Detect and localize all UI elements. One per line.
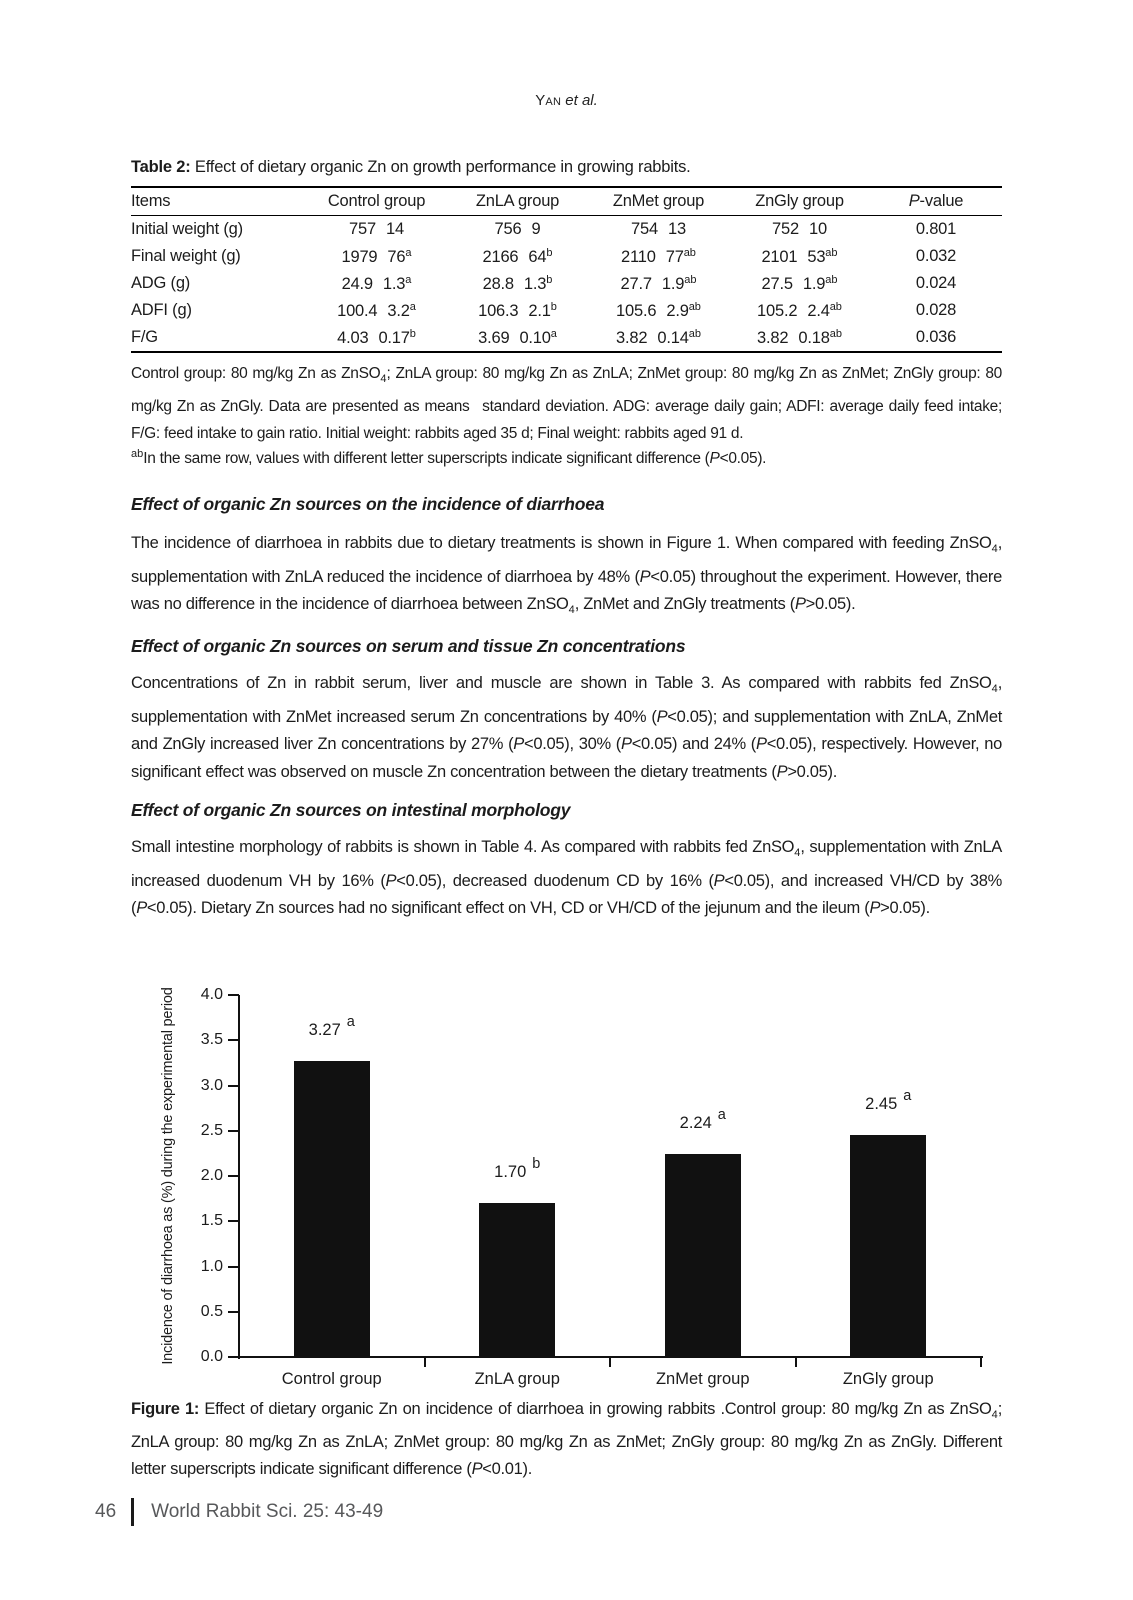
y-tick [228, 1356, 239, 1358]
y-tick [228, 1039, 239, 1041]
y-tick [228, 1220, 239, 1222]
bar-value-label: 1.70 b [494, 1156, 541, 1182]
table-pvalue-cell: 0.036 [915, 328, 957, 346]
y-tick-label: 3.5 [200, 1031, 223, 1049]
y-tick-label: 2.0 [200, 1167, 223, 1184]
table2-caption [131, 158, 1002, 177]
running-head-etal: et al. [565, 92, 598, 109]
y-tick [228, 994, 239, 996]
x-tick [980, 1357, 982, 1367]
section-heading-intestinal: Effect of organic Zn sources on intestinal morphology [131, 800, 571, 820]
table2-footnote: Control group: 80 mg/kg Zn as ZnSO$_4$; ZnLA group: 80 mg/kg Zn as ZnLA; ZnMet group: 80 mg/kg Zn as ZnMet; ZnGly group: 80 mg/kg Zn as ZnGly. Data are presented as means standard deviation. ADG: average daily gain; ADFI: average daily feed intake; F/G: feed intake to gain ratio. Initial weight: rabbits aged 35 d; Final weight: rabbits aged 91 d. [131, 365, 1002, 442]
section-body-intestinal: Small intestine morphology of rabbits is shown in Table 4. As compared with rabbits fed ZnSO$_4$, supplementation with ZnLA increased duodenum VH by 16% (P<0.05), decreased duodenum CD by 16% (P<0.05), and increased VH/CD by 38% (P<0.05). Dietary Zn sources had no significant effect on VH, CD or VH/CD of the jejunum and the ileum (P>0.05). [131, 838, 1002, 917]
table2-header [131, 188, 1002, 216]
bar-znmet-group [665, 1154, 741, 1357]
table-value-cell: 27.5 1.9$^{ab}$ [761, 273, 838, 293]
table-value-cell: 752 10 [772, 220, 827, 238]
section-heading-diarrhoea: Effect of organic Zn sources on the incidence of diarrhoea [131, 494, 605, 514]
significance-letter: a [717, 1107, 726, 1124]
table-pvalue-cell: 0.024 [915, 274, 957, 292]
running-head-author: Yan [535, 92, 562, 109]
table-item-cell: Final weight (g) [131, 247, 241, 265]
y-tick [228, 1085, 239, 1087]
bar-value-label: 3.27 a [308, 1014, 355, 1040]
y-tick-label: 1.0 [200, 1257, 223, 1275]
table-value-cell: 2110 $77^{ab}$ [621, 246, 696, 266]
table-header-cell: Items [131, 192, 171, 210]
table2-caption-text: Effect of dietary organic Zn on growth performance in growing rabbits. [190, 158, 691, 176]
x-axis-label: Control group [281, 1370, 382, 1388]
y-tick-label: 3.0 [200, 1076, 223, 1094]
section-body-diarrhoea: The incidence of diarrhoea in rabbits due to dietary treatments is shown in Figure 1. When compared with feeding ZnSO$_4$, supplementation with ZnLA reduced the incidence of diarrhoea by 48% (P<0.05) throughout the experiment. However, there was no difference in the incidence of diarrhoea between ZnSO$_4$, ZnMet and ZnGly treatments (P>0.05). [131, 534, 1002, 616]
section-heading-serum-tissue: Effect of organic Zn sources on serum and tissue Zn concentrations [131, 636, 686, 656]
table-pvalue-cell: 0.028 [915, 301, 957, 319]
table-value-cell: 2166 64$^b$ [482, 246, 553, 266]
table-header-row [131, 188, 1002, 216]
table-value-cell: 757 14 [349, 220, 404, 238]
x-tick [609, 1357, 611, 1367]
table-item-cell: F/G [131, 328, 158, 346]
table-value-cell: 106.3 2.1$^b$ [478, 300, 557, 320]
bar-znla-group [479, 1203, 555, 1357]
table-row [131, 216, 1002, 243]
y-tick-label: 4.0 [200, 986, 223, 1003]
footer-divider [131, 1498, 134, 1526]
table-value-cell: 2101 $53^{ab}$ [761, 246, 838, 266]
table-value-cell: 3.82 0.14$^{ab}$ [616, 327, 701, 347]
table-value-cell: 24.9 1.3$^a$ [341, 273, 412, 293]
bar-control-group [294, 1061, 370, 1357]
running-head [131, 92, 1002, 109]
significance-letter: b [532, 1156, 541, 1173]
table-pvalue-cell: 0.032 [915, 247, 957, 265]
y-axis-title: Incidence of diarrhoea as (%) during the experimental period [160, 987, 176, 1365]
table-value-cell: 756 9 [494, 220, 541, 238]
table-header-cell: ZnGly group [755, 192, 844, 210]
table-item-cell: ADFI (g) [131, 301, 192, 319]
page-footer [95, 1498, 795, 1526]
y-tick-label: 2.5 [200, 1121, 223, 1139]
table-value-cell: 1979 76$^a$ [341, 246, 412, 266]
x-axis-label: ZnGly group [842, 1370, 934, 1388]
table-header-cell: ZnMet group [612, 192, 705, 210]
section-body-serum-tissue: Concentrations of Zn in rabbit serum, liver and muscle are shown in Table 3. As compared with rabbits fed ZnSO$_4$, supplementation with ZnMet increased serum Zn concentrations by 40% (P<0.05); and supplementation with ZnLA, ZnMet and ZnGly increased liver Zn concentrations by 27% (P<0.05), 30% (P<0.05) and 24% (P<0.05), respectively. However, no significant effect was observed on muscle Zn concentration between the dietary treatments (P>0.05). [131, 674, 1002, 781]
significance-letter: a [903, 1088, 912, 1105]
table-value-cell: 3.82 0.18$^{ab}$ [757, 327, 842, 347]
table2 [131, 186, 1002, 353]
bar-value-label: 2.24 a [679, 1107, 726, 1133]
x-tick [424, 1357, 426, 1367]
table-item-cell: ADG (g) [131, 274, 191, 292]
table-value-cell: 105.2 2.4$^{ab}$ [757, 300, 842, 320]
x-tick [795, 1357, 797, 1367]
table-value-cell: 27.7 1.9$^{ab}$ [620, 273, 697, 293]
figure1-bar-chart [131, 960, 1031, 1400]
table2-caption-label: Table 2: [131, 158, 191, 176]
table2-body [131, 216, 1002, 351]
y-tick-label: 0.0 [200, 1348, 223, 1365]
journal-reference: World Rabbit Sci. 25: 43-49 [151, 1501, 384, 1522]
table-row [131, 270, 1002, 297]
table-value-cell: 100.4 3.2$^a$ [337, 300, 416, 320]
table-value-cell: 4.03 0.17$^b$ [337, 327, 416, 347]
y-tick [228, 1311, 239, 1313]
table2-footnote-superscripts: $^{ab}$In the same row, values with different letter superscripts indicate significant difference (P<0.05). [131, 448, 767, 467]
table-header-cell: ZnLA group [475, 192, 560, 210]
y-tick [228, 1130, 239, 1132]
x-axis-label: ZnMet group [655, 1370, 750, 1388]
table-value-cell: 754 13 [631, 220, 686, 238]
table-row [131, 243, 1002, 270]
figure1-caption: Figure 1: Effect of dietary organic Zn on incidence of diarrhoea in growing rabbits .Control group: 80 mg/kg Zn as ZnSO$_4$; ZnLA group: 80 mg/kg Zn as ZnLA; ZnMet group: 80 mg/kg Zn as ZnMet; ZnGly group: 80 mg/kg Zn as ZnGly. Different letter superscripts indicate significant difference (P<0.01). [131, 1400, 1002, 1478]
x-axis-label: ZnLA group [474, 1370, 560, 1388]
table-value-cell: 3.69 0.10$^a$ [478, 327, 557, 347]
y-tick [228, 1266, 239, 1268]
bar-value-label: 2.45 a [865, 1088, 912, 1114]
bar-zngly-group [850, 1135, 926, 1357]
y-tick-label: 0.5 [200, 1302, 223, 1320]
y-axis [238, 995, 240, 1359]
page-number: 46 [95, 1501, 117, 1522]
significance-letter: a [346, 1014, 355, 1031]
table-value-cell: 28.8 1.3$^b$ [482, 273, 553, 293]
table-header-cell: Control group [327, 192, 426, 210]
table-header-cell: P-value [908, 192, 964, 210]
table-row [131, 297, 1002, 324]
table-pvalue-cell: 0.801 [915, 220, 957, 238]
table-row [131, 324, 1002, 351]
y-tick [228, 1175, 239, 1177]
table-value-cell: 105.6 2.9$^{ab}$ [616, 300, 701, 320]
y-tick-label: 1.5 [200, 1212, 223, 1230]
table-item-cell: Initial weight (g) [131, 220, 243, 238]
